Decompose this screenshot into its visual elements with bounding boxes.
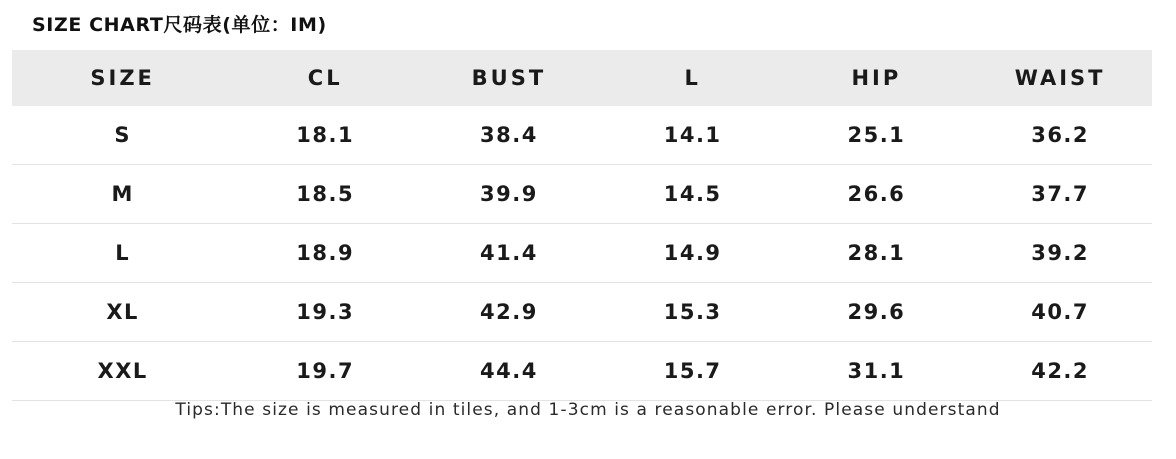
column-header-cl: CL [233, 50, 417, 106]
cell-waist: 39.2 [968, 224, 1152, 283]
cell-bust: 38.4 [417, 106, 601, 165]
cell-l: 15.7 [601, 342, 785, 401]
table-header [12, 50, 1152, 106]
cell-cl: 18.9 [233, 224, 417, 283]
cell-l: 14.9 [601, 224, 785, 283]
cell-hip: 29.6 [785, 283, 969, 342]
size-chart-table [12, 50, 1152, 401]
cell-waist: 42.2 [968, 342, 1152, 401]
cell-hip: 31.1 [785, 342, 969, 401]
cell-bust: 41.4 [417, 224, 601, 283]
table-row [12, 165, 1152, 224]
cell-waist: 37.7 [968, 165, 1152, 224]
page-title: SIZE CHART尺码表(单位：IM) [32, 14, 327, 36]
cell-cl: 18.1 [233, 106, 417, 165]
column-header-waist: WAIST [968, 50, 1152, 106]
cell-l: 14.1 [601, 106, 785, 165]
cell-hip: 26.6 [785, 165, 969, 224]
cell-bust: 44.4 [417, 342, 601, 401]
table-row [12, 106, 1152, 165]
column-header-bust: BUST [417, 50, 601, 106]
cell-size: L [12, 224, 233, 283]
table-row [12, 224, 1152, 283]
cell-bust: 39.9 [417, 165, 601, 224]
cell-bust: 42.9 [417, 283, 601, 342]
table-row [12, 342, 1152, 401]
column-header-l: L [601, 50, 785, 106]
cell-waist: 36.2 [968, 106, 1152, 165]
cell-l: 15.3 [601, 283, 785, 342]
table-header-row [12, 50, 1152, 106]
column-header-hip: HIP [785, 50, 969, 106]
cell-hip: 28.1 [785, 224, 969, 283]
table-row [12, 283, 1152, 342]
cell-cl: 19.3 [233, 283, 417, 342]
cell-size: XL [12, 283, 233, 342]
cell-cl: 18.5 [233, 165, 417, 224]
cell-hip: 25.1 [785, 106, 969, 165]
cell-size: XXL [12, 342, 233, 401]
table-body [12, 106, 1152, 401]
column-header-size: SIZE [12, 50, 233, 106]
size-chart-table-wrapper [12, 50, 1152, 401]
size-tips-note: Tips:The size is measured in tiles, and 1-3cm is a reasonable error. Please understand [175, 400, 1001, 420]
cell-size: S [12, 106, 233, 165]
cell-waist: 40.7 [968, 283, 1152, 342]
cell-l: 14.5 [601, 165, 785, 224]
cell-cl: 19.7 [233, 342, 417, 401]
cell-size: M [12, 165, 233, 224]
